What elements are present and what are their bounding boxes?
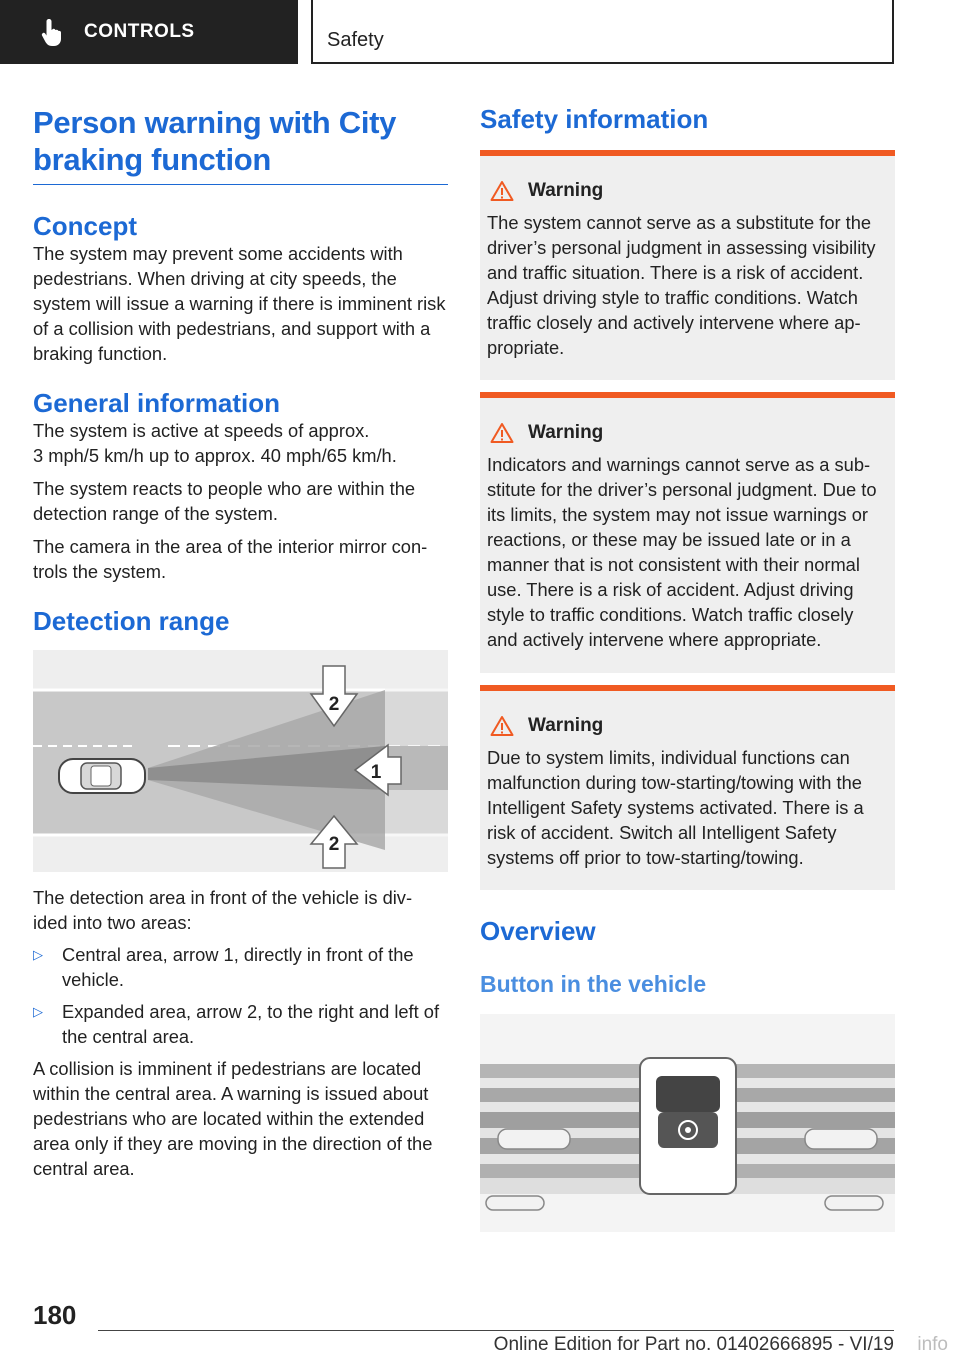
- edition-text: Online Edition for Part no. 01402666895 - VI/19: [493, 1334, 894, 1355]
- warning-text: The system cannot serve as a substitute for the driver’s personal judgment in assessing visibility and traffic situation. There is a risk of accident. Adjust driving style to traffic conditions. Watch traffic closely and actively intervene where ap‐ propriate.: [487, 212, 876, 358]
- warning-box-1: [480, 150, 895, 380]
- section-label: Safety: [327, 29, 384, 51]
- safety-heading: Safety information: [480, 104, 709, 134]
- warning-triangle-icon: [490, 715, 514, 737]
- general-text-2: The system reacts to people who are within the detection range of the system.: [33, 478, 416, 524]
- general-text-3: The camera in the area of the interior mirror con‐ trols the system.: [33, 536, 428, 582]
- watermark: info: [917, 1334, 948, 1355]
- detection-closing: A collision is imminent if pedestrians are located within the central area. A warning is issued about pedestrians who are located within the extended area only if they are moving in the direction of the central area.: [33, 1058, 433, 1179]
- warning-triangle-icon: [490, 180, 514, 202]
- warning-text: Due to system limits, individual functions can malfunction during tow-starting/towing with the Intelligent Safety systems activated. There is a risk of accident. Switch all Intelligent Safety systems off prior to tow-starting/towing.: [487, 747, 864, 868]
- general-text-1b: 3 mph/5 km/h up to approx. 40 mph/65 km/h.: [33, 445, 397, 466]
- warning-triangle-icon: [490, 422, 514, 444]
- vent-button-illustration: [480, 1014, 895, 1232]
- arrow-1-label: 1: [370, 762, 382, 783]
- general-heading: General information: [33, 388, 281, 418]
- detection-heading: Detection range: [33, 606, 230, 636]
- detection-diagram: [33, 650, 448, 872]
- bullet-expanded-area: ▷ Expanded area, arrow 2, to the right and left of the central area.: [33, 1001, 440, 1047]
- detection-range-figure: [33, 650, 448, 872]
- warning-text: Indicators and warnings cannot serve as a sub‐ stitute for the driver’s personal judgment. Due to its limits, the system may not issue warnings or reactions, or these may be issued late or in a manner that is not consistent with their normal use. There is a risk of accident. Adjust driving style to traffic conditions. Watch traffic closely and actively intervene where appropriate.: [487, 454, 877, 650]
- detection-intro: The detection area in front of the vehicle is div‐ ided into two areas:: [33, 887, 413, 933]
- car-icon: [59, 759, 145, 793]
- vehicle-button-figure: [480, 1014, 895, 1232]
- warning-box-3: [480, 685, 895, 890]
- warning-label: Warning: [528, 422, 604, 443]
- hand-touch-icon: [40, 17, 66, 47]
- bullet-triangle-icon: ▷: [33, 1004, 43, 1019]
- arrow-2-bottom-label: 2: [328, 834, 340, 855]
- tab-label: CONTROLS: [84, 21, 195, 42]
- section-header: [311, 0, 894, 64]
- overview-heading: Overview: [480, 916, 596, 946]
- bullet-central-area: ▷ Central area, arrow 1, directly in front of the vehicle.: [33, 944, 414, 990]
- page-title: Person warning with City braking function: [33, 105, 397, 177]
- arrow-2-top-label: 2: [328, 694, 340, 715]
- warning-box-2: [480, 392, 895, 673]
- warning-label: Warning: [528, 180, 604, 201]
- bullet-triangle-icon: ▷: [33, 947, 43, 962]
- right-column: [480, 104, 895, 1232]
- concept-text: The system may prevent some accidents with pedestrians. When driving at city speeds, the system will issue a warning if there is imminent risk of a collision with pedestrians, and support with a braking function.: [33, 243, 446, 364]
- button-heading: Button in the vehicle: [480, 971, 707, 997]
- button-top: [656, 1076, 720, 1112]
- section-tab: [0, 0, 298, 64]
- title-divider: [33, 184, 448, 185]
- left-column: [33, 104, 448, 1181]
- concept-heading: Concept: [33, 211, 137, 241]
- general-text-1: The system is active at speeds of approx.: [33, 420, 370, 441]
- footer-divider: [98, 1330, 894, 1331]
- warning-label: Warning: [528, 715, 604, 736]
- page-number: 180: [33, 1300, 77, 1330]
